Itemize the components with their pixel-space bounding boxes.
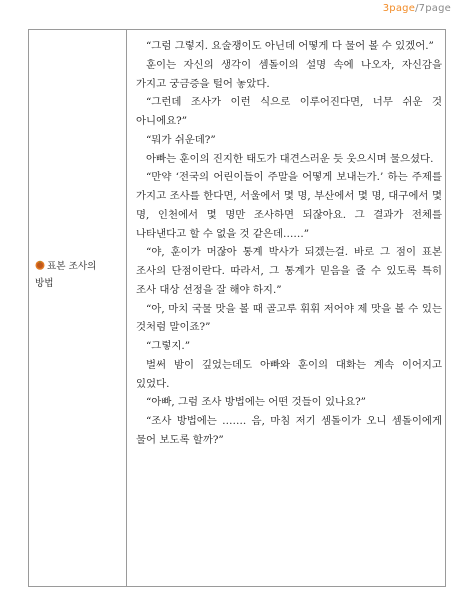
page-indicator [383,3,451,14]
paragraph: “뭐가 쉬운데?” [146,133,216,146]
paragraph: “그렇지.” [146,340,191,352]
paragraph: “그런데 조사가 이런 식으로 이루어진다면, 너무 쉬운 것 아니에요?” [136,96,442,127]
paragraph: “조사 방법에는 ……. 음, 마침 저기 셈돌이가 오니 셈돌이에게 물어 보도록 할까?” [136,415,442,446]
total-pages: 7page [418,3,451,14]
content-table [28,29,446,587]
page-separator: / [415,3,419,14]
paragraph: “만약 ‘전국의 어린이들이 주말을 어떻게 보내는가.’ 하는 주제를 가지고 조사를 한다면, 서울에서 몇 명, 부산에서 몇 명, 대구에서 몇 명, 인천에서 몇 명만 조사하면 되잖아요. 그 결과가 전체를 나타낸다고 할 수 없을 것 같은데……” [136,171,442,240]
section-label [35,258,123,292]
current-page: 3page [382,3,416,14]
column-divider [126,30,127,586]
paragraph: “야, 훈이가 머잖아 통계 박사가 되겠는걸. 바로 그 점이 표본 조사의 단점이란다. 따라서, 그 통계가 믿음을 줄 수 있도록 특히 조사 대상 선정을 잘 해야 하지.” [136,246,442,296]
paragraph: 벌써 밤이 깊었는데도 아빠와 훈이의 대화는 계속 이어지고 있었다. [136,358,442,390]
orange-emblem-icon [35,259,45,269]
paragraph: “아빠, 그럼 조사 방법에는 어떤 것들이 있나요?” [146,396,366,409]
story-text [136,37,442,450]
section-label-line1: 표본 조사의 [47,261,97,272]
paragraph: “아, 마치 국물 맛을 볼 때 골고루 휘휘 저어야 제 맛을 볼 수 있는 것처럼 말이죠?” [136,302,442,334]
paragraph: “그럼 그렇지. 요술쟁이도 아닌데 어떻게 다 물어 볼 수 있겠어.” [146,40,434,52]
section-label-line2: 방법 [35,278,54,289]
paragraph: 훈이는 자신의 생각이 셈돌이의 설명 속에 나오자, 자신감을 가지고 궁금증을 털어 놓았다. [136,58,442,90]
paragraph: 아빠는 훈이의 진지한 태도가 대견스러운 듯 웃으시며 물으셨다. [146,152,434,165]
